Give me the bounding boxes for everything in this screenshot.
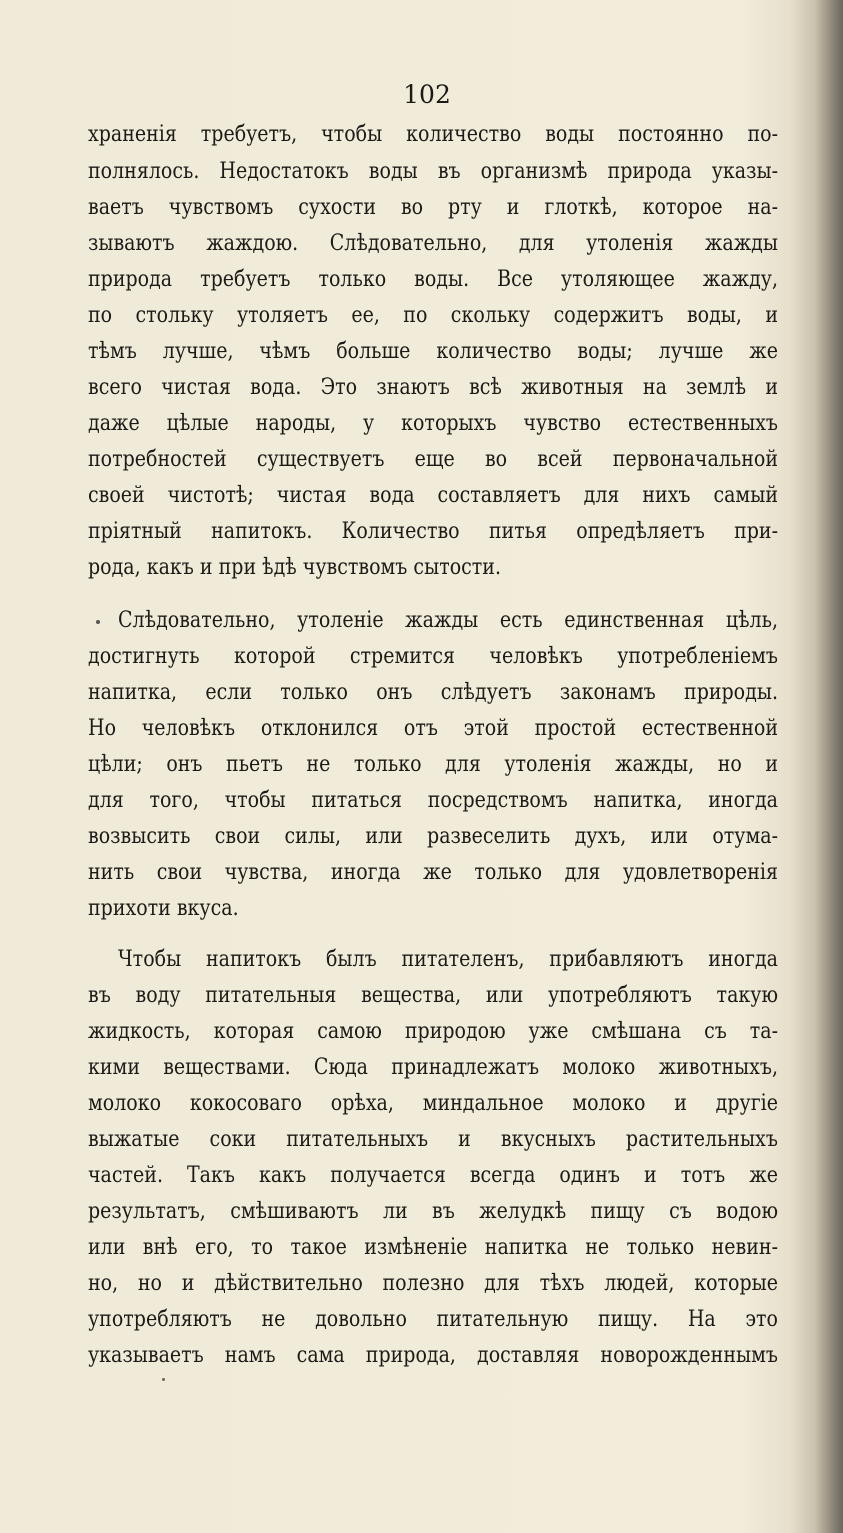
text-line: своей чистотѣ; чистая вода составляетъ для нихъ самый <box>88 482 778 508</box>
text-line: въ воду питательныя вещества, или употребляютъ такую <box>88 982 778 1008</box>
text-line: указываетъ намъ сама природа, доставляя новорожденнымъ <box>88 1342 778 1368</box>
text-line: Но человѣкъ отклонился отъ этой простой естественной <box>88 715 778 741</box>
text-line: полнялось. Недостатокъ воды въ организмѣ природа указы- <box>88 158 778 184</box>
text-line: но, но и дѣйствительно полезно для тѣхъ людей, которые <box>88 1270 778 1296</box>
text-line: частей. Такъ какъ получается всегда одинъ и тотъ же <box>88 1162 778 1188</box>
text-line: прихоти вкуса. <box>88 895 239 921</box>
text-line: напитка, если только онъ слѣдуетъ законамъ природы. <box>88 679 778 705</box>
text-line: потребностей существуетъ еще во всей первоначальной <box>88 446 778 472</box>
text-line: молоко кокосоваго орѣха, миндальное молоко и другіе <box>88 1090 778 1116</box>
text-line: жидкость, которая самою природою уже смѣшана съ та- <box>88 1018 778 1044</box>
text-line: для того, чтобы питаться посредствомъ напитка, иногда <box>88 787 778 813</box>
text-line: цѣли; онъ пьетъ не только для утоленія жажды, но и <box>88 751 778 777</box>
text-line: зываютъ жаждою. Слѣдовательно, для утоленія жажды <box>88 230 778 256</box>
text-line: употребляютъ не довольно питательную пищу. На это <box>88 1306 778 1332</box>
text-line: природа требуетъ только воды. Все утоляющее жажду, <box>88 266 778 292</box>
text-line: даже цѣлые народы, у которыхъ чувство естественныхъ <box>88 410 778 436</box>
text-line: всего чистая вода. Это знаютъ всѣ животныя на землѣ и <box>88 374 778 400</box>
text-line: нить свои чувства, иногда же только для удовлетворенія <box>88 859 778 885</box>
ink-speck <box>162 1378 165 1381</box>
text-line: тѣмъ лучше, чѣмъ больше количество воды; лучше же <box>88 338 778 364</box>
text-line: по стольку утоляетъ ее, по скольку содержитъ воды, и <box>88 302 778 328</box>
text-line: рода, какъ и при ѣдѣ чувствомъ сытости. <box>88 554 501 580</box>
text-line: достигнуть которой стремится человѣкъ употребленіемъ <box>88 643 778 669</box>
text-line: выжатые соки питательныхъ и вкусныхъ растительныхъ <box>88 1126 778 1152</box>
text-line: храненія требуетъ, чтобы количество воды постоянно по- <box>88 121 778 147</box>
text-line: пріятный напитокъ. Количество питья опредѣляетъ при- <box>88 518 778 544</box>
text-line: возвысить свои силы, или развеселить духъ, или отума- <box>88 823 778 849</box>
text-line: ваетъ чувствомъ сухости во рту и глоткѣ, которое на- <box>88 194 778 220</box>
text-line: Чтобы напитокъ былъ питателенъ, прибавляютъ иногда <box>118 946 778 972</box>
page-number: 102 <box>403 80 451 109</box>
text-line: Слѣдовательно, утоленіе жажды есть единственная цѣль, <box>118 607 778 633</box>
text-line: или внѣ его, то такое измѣненіе напитка не только невин- <box>88 1234 778 1260</box>
text-line: результатъ, смѣшиваютъ ли въ желудкѣ пищу съ водою <box>88 1198 778 1224</box>
text-line: кими веществами. Сюда принадлежатъ молоко животныхъ, <box>88 1054 778 1080</box>
ink-speck <box>96 620 100 624</box>
